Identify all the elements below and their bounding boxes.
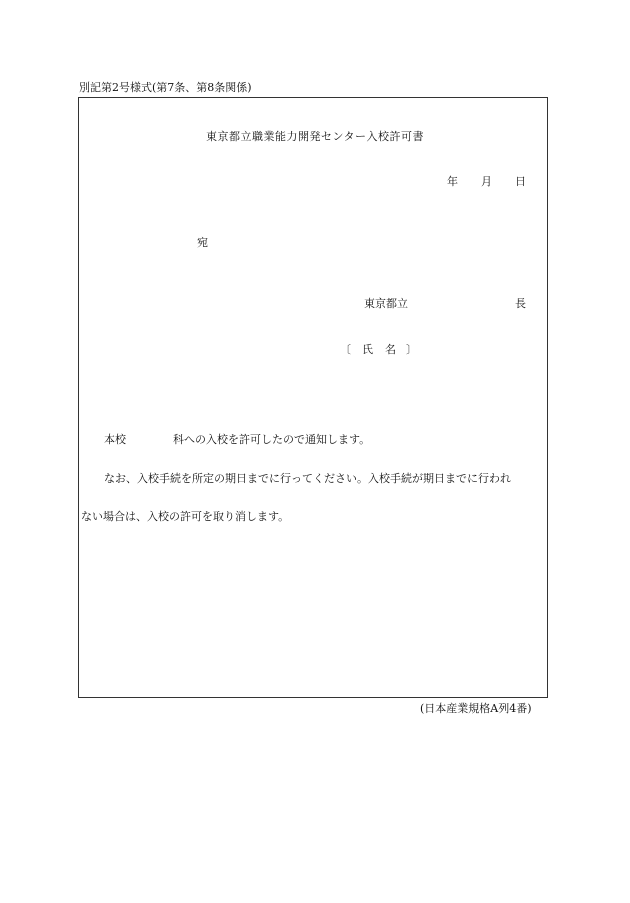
document-title: 東京都立職業能力開発センター入校許可書 (206, 130, 425, 143)
name-bracket-open: 〔 (340, 343, 351, 356)
paper-size-note: (日本産業規格A列4番) (420, 702, 532, 715)
name-label-second: 名 (385, 343, 396, 356)
name-label-first: 氏 (362, 343, 373, 356)
body-line1-suffix: 科への入校を許可したので通知します。 (173, 433, 371, 446)
addressee-suffix: 宛 (197, 236, 208, 249)
document-frame (78, 97, 548, 698)
date-year: 年 (447, 175, 458, 188)
date-day: 日 (515, 175, 526, 188)
form-label: 別記第2号様式(第7条、第8条関係) (79, 81, 252, 94)
body-line1-prefix: 本校 (104, 433, 126, 446)
issuer-title: 長 (515, 297, 526, 310)
body-line3: ない場合は、入校の許可を取り消します。 (81, 510, 290, 523)
issuer-org: 東京都立 (364, 297, 408, 310)
name-bracket-close: 〕 (406, 343, 417, 356)
body-line2: なお、入校手続を所定の期日までに行ってください。入校手続が期日までに行われ (104, 472, 511, 485)
date-month: 月 (481, 175, 492, 188)
